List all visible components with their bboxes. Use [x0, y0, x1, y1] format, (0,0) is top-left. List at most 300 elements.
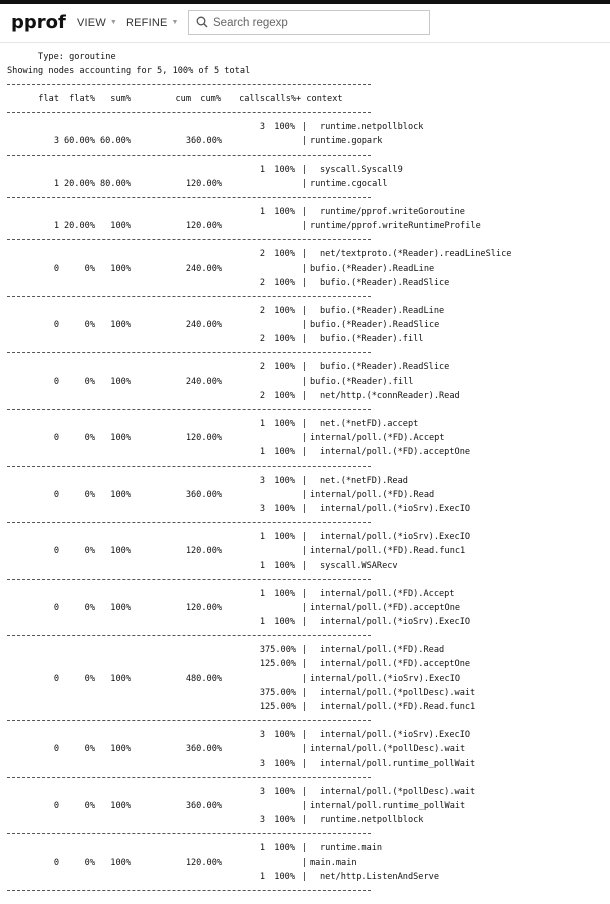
function-link[interactable]: internal/poll.(*ioSrv).ExecIO	[320, 503, 471, 514]
edge-calls-pct: 100%	[274, 815, 295, 826]
node-sum-pct: 100%	[110, 263, 131, 274]
caller-row	[7, 163, 607, 177]
node-flat-pct: 0%	[84, 263, 95, 274]
function-link[interactable]: bufio.(*Reader).fill	[320, 334, 424, 345]
edge-bar: |	[302, 645, 308, 656]
function-link[interactable]: net/http.(*connReader).Read	[320, 390, 460, 401]
edge-calls-pct: 100%	[274, 277, 295, 288]
callee-row	[7, 870, 607, 884]
node-cum-pct: 20.00%	[191, 546, 223, 557]
function-link[interactable]: net/http.ListenAndServe	[320, 871, 439, 882]
node-cum-pct: 20.00%	[191, 178, 223, 189]
callee-row	[7, 445, 607, 459]
node-row	[7, 544, 607, 558]
separator	[7, 106, 607, 120]
edge-bar: |	[302, 871, 308, 882]
node-cum: 3	[185, 744, 191, 755]
call-block	[7, 474, 607, 517]
node-function-link[interactable]: internal/poll.(*ioSrv).ExecIO	[310, 673, 461, 684]
node-flat: 0	[53, 489, 59, 500]
caller-row	[7, 530, 607, 544]
node-bar: |	[302, 602, 308, 613]
node-sum-pct: 100%	[110, 602, 131, 613]
edge-calls: 1	[259, 617, 265, 628]
call-block	[7, 417, 607, 460]
node-flat: 3	[53, 136, 59, 147]
header-flat-pct: flat%	[69, 94, 95, 104]
node-row	[7, 177, 607, 191]
call-block	[7, 360, 607, 403]
node-flat: 0	[53, 857, 59, 868]
call-block	[7, 205, 607, 233]
node-bar: |	[302, 376, 308, 387]
separator	[7, 827, 607, 841]
node-bar: |	[302, 178, 308, 189]
callee-row	[7, 276, 607, 290]
edge-calls: 1	[259, 588, 265, 599]
edge-calls-pct: 100%	[274, 475, 295, 486]
peek-report	[7, 50, 607, 898]
call-block	[7, 785, 607, 828]
edge-calls-pct: 100%	[274, 617, 295, 628]
node-cum: 2	[185, 320, 191, 331]
node-cum: 2	[185, 263, 191, 274]
call-block	[7, 120, 607, 148]
caller-row	[7, 205, 607, 219]
call-block	[7, 247, 607, 290]
node-function-link[interactable]: internal/poll.(*FD).Read	[310, 489, 435, 500]
caller-row	[7, 417, 607, 431]
node-sum-pct: 100%	[110, 433, 131, 444]
node-cum: 4	[185, 673, 191, 684]
node-function-link[interactable]: internal/poll.(*FD).Accept	[310, 433, 445, 444]
edge-calls-pct: 100%	[274, 758, 295, 769]
function-link[interactable]: internal/poll.(*FD).Read.func1	[320, 702, 476, 712]
node-sum-pct: 100%	[110, 800, 131, 811]
caller-row	[7, 841, 607, 855]
function-link[interactable]: internal/poll.(*ioSrv).ExecIO	[320, 730, 471, 741]
header-calls: calls	[239, 94, 265, 104]
call-block	[7, 163, 607, 191]
node-flat-pct: 0%	[84, 857, 95, 868]
chevron-down-icon: ▼	[171, 19, 179, 26]
node-function-link[interactable]: internal/poll.(*pollDesc).wait	[310, 744, 466, 755]
edge-bar: |	[302, 503, 308, 514]
node-function-link[interactable]: runtime.cgocall	[310, 178, 388, 189]
node-flat: 0	[53, 673, 59, 684]
function-link[interactable]: syscall.WSARecv	[320, 560, 398, 571]
report-summary: Showing nodes accounting for 5, 100% of 5 total	[7, 66, 251, 76]
node-function-link[interactable]: bufio.(*Reader).ReadSlice	[310, 320, 440, 331]
node-flat-pct: 0%	[84, 433, 95, 444]
call-block	[7, 643, 607, 714]
edge-calls: 2	[259, 362, 265, 373]
refine-menu-label: REFINE	[126, 17, 168, 29]
node-cum-pct: 60.00%	[191, 136, 223, 147]
separator	[7, 516, 607, 530]
node-flat: 0	[53, 800, 59, 811]
node-row	[7, 375, 607, 389]
edge-bar: |	[302, 447, 308, 458]
node-cum-pct: 60.00%	[191, 744, 223, 755]
node-cum: 1	[185, 602, 191, 613]
edge-calls-pct: 100%	[274, 560, 295, 571]
node-flat-pct: 0%	[84, 602, 95, 613]
call-block	[7, 841, 607, 884]
edge-calls: 3	[259, 503, 265, 514]
callee-row	[7, 502, 607, 516]
function-link[interactable]: syscall.Syscall9	[320, 164, 403, 175]
edge-calls-pct: 100%	[274, 532, 295, 543]
node-row	[7, 601, 607, 615]
function-link[interactable]: internal/poll.(*FD).acceptOne	[320, 659, 471, 670]
node-sum-pct: 60.00%	[99, 136, 131, 147]
edge-bar: |	[302, 249, 308, 260]
function-link[interactable]: internal/poll.(*pollDesc).wait	[320, 786, 476, 797]
node-flat: 0	[53, 546, 59, 557]
node-flat-pct: 60.00%	[63, 136, 95, 147]
callee-row	[7, 559, 607, 573]
header-flat: flat	[38, 94, 59, 104]
edge-calls: 1	[259, 419, 265, 429]
edge-calls-pct: 100%	[274, 206, 295, 217]
separator	[7, 403, 607, 417]
function-link[interactable]: internal/poll.(*FD).Read	[320, 645, 445, 656]
separator	[7, 290, 607, 304]
node-sum-pct: 100%	[110, 546, 131, 557]
edge-bar: |	[302, 786, 308, 797]
caller-row	[7, 247, 607, 261]
node-bar: |	[302, 433, 308, 444]
node-flat-pct: 0%	[84, 376, 95, 387]
node-sum-pct: 100%	[110, 673, 131, 684]
function-link[interactable]: internal/poll.(*FD).acceptOne	[320, 447, 471, 458]
node-flat-pct: 20.00%	[63, 221, 95, 232]
edge-bar: |	[302, 758, 308, 769]
header-context: + context	[296, 94, 343, 104]
edge-bar: |	[302, 475, 308, 486]
edge-calls: 3	[259, 786, 265, 797]
edge-calls-pct: 100%	[274, 164, 295, 175]
header-cum: cum	[175, 94, 191, 104]
separator	[7, 884, 607, 898]
node-flat: 0	[53, 744, 59, 755]
caller-row	[7, 657, 607, 671]
edge-bar: |	[302, 702, 308, 712]
node-flat: 1	[53, 221, 59, 232]
callee-row	[7, 332, 607, 346]
view-menu[interactable]	[77, 17, 117, 29]
edge-calls: 1	[259, 702, 265, 712]
edge-calls: 1	[259, 447, 265, 458]
node-flat-pct: 0%	[84, 546, 95, 557]
edge-calls-pct: 25.00%	[265, 702, 297, 712]
node-function-link[interactable]: runtime/pprof.writeRuntimeProfile	[310, 221, 481, 232]
callee-row	[7, 700, 607, 714]
separator	[7, 346, 607, 360]
edge-calls-pct: 100%	[274, 786, 295, 797]
report-type: Type: goroutine	[7, 52, 116, 62]
separator	[7, 573, 607, 587]
caller-row	[7, 728, 607, 742]
edge-calls: 3	[259, 758, 265, 769]
caller-row	[7, 120, 607, 134]
header-cum-pct: cum%	[200, 94, 221, 104]
top-bar	[0, 0, 610, 43]
edge-bar: |	[302, 560, 308, 571]
edge-calls-pct: 100%	[274, 419, 295, 429]
edge-calls: 3	[259, 122, 265, 133]
node-row	[7, 262, 607, 276]
function-link[interactable]: bufio.(*Reader).ReadSlice	[320, 362, 450, 373]
node-function-link[interactable]: internal/poll.(*FD).acceptOne	[310, 602, 461, 613]
separator	[7, 149, 607, 163]
node-sum-pct: 100%	[110, 320, 131, 331]
edge-calls-pct: 100%	[274, 447, 295, 458]
search-input[interactable]	[213, 13, 423, 32]
call-block	[7, 587, 607, 630]
edge-bar: |	[302, 588, 308, 599]
node-row	[7, 672, 607, 686]
edge-calls-pct: 100%	[274, 334, 295, 345]
edge-calls: 3	[259, 645, 265, 656]
node-sum-pct: 100%	[110, 489, 131, 500]
edge-calls-pct: 100%	[274, 390, 295, 401]
node-flat-pct: 20.00%	[63, 178, 95, 189]
edge-bar: |	[302, 206, 308, 217]
function-link[interactable]: internal/poll.runtime_pollWait	[320, 758, 476, 769]
node-sum-pct: 100%	[110, 376, 131, 387]
node-flat-pct: 0%	[84, 800, 95, 811]
edge-bar: |	[302, 390, 308, 401]
header-sum-pct: sum%	[110, 94, 131, 104]
search-box[interactable]	[188, 10, 430, 35]
node-bar: |	[302, 800, 308, 811]
function-link[interactable]: net.(*netFD).Read	[320, 475, 408, 486]
node-cum: 1	[185, 221, 191, 232]
function-link[interactable]: internal/poll.(*FD).Accept	[320, 588, 455, 599]
call-block	[7, 304, 607, 347]
node-sum-pct: 100%	[110, 857, 131, 868]
node-cum-pct: 80.00%	[191, 673, 223, 684]
node-bar: |	[302, 221, 308, 232]
node-row	[7, 856, 607, 870]
view-menu-label: VIEW	[77, 17, 106, 29]
node-cum-pct: 60.00%	[191, 800, 223, 811]
caller-row	[7, 643, 607, 657]
node-function-link[interactable]: internal/poll.(*FD).Read.func1	[310, 546, 466, 557]
node-cum: 1	[185, 546, 191, 557]
column-headers	[7, 92, 607, 106]
node-sum-pct: 100%	[110, 221, 131, 232]
edge-bar: |	[302, 532, 308, 543]
separator	[7, 629, 607, 643]
edge-bar: |	[302, 617, 308, 628]
function-link[interactable]: runtime/pprof.writeGoroutine	[320, 206, 465, 217]
node-row	[7, 431, 607, 445]
edge-calls-pct: 100%	[274, 305, 295, 316]
edge-calls: 1	[259, 659, 265, 670]
edge-bar: |	[302, 687, 308, 698]
pprof-logo[interactable]: pprof	[11, 12, 66, 33]
edge-bar: |	[302, 815, 308, 826]
edge-calls: 3	[259, 730, 265, 741]
node-row	[7, 799, 607, 813]
node-bar: |	[302, 263, 308, 274]
search-icon	[196, 16, 208, 28]
separator	[7, 771, 607, 785]
callee-row	[7, 686, 607, 700]
edge-calls-pct: 100%	[274, 871, 295, 882]
separator	[7, 460, 607, 474]
edge-calls-pct: 100%	[274, 843, 295, 854]
node-bar: |	[302, 673, 308, 684]
caller-row	[7, 785, 607, 799]
function-link[interactable]: runtime.main	[320, 843, 383, 854]
node-cum-pct: 60.00%	[191, 489, 223, 500]
node-bar: |	[302, 489, 308, 500]
node-cum-pct: 40.00%	[191, 320, 223, 331]
node-cum: 3	[185, 800, 191, 811]
node-flat: 0	[53, 433, 59, 444]
node-cum: 3	[185, 489, 191, 500]
caller-row	[7, 304, 607, 318]
node-sum-pct: 80.00%	[99, 178, 131, 189]
function-link[interactable]: internal/poll.(*ioSrv).ExecIO	[320, 617, 471, 628]
node-cum-pct: 40.00%	[191, 263, 223, 274]
callee-row	[7, 389, 607, 403]
function-link[interactable]: runtime.netpollblock	[320, 122, 424, 133]
node-function-link[interactable]: runtime.gopark	[310, 136, 383, 147]
node-function-link[interactable]: main.main	[310, 857, 357, 868]
function-link[interactable]: net/textproto.(*Reader).readLineSlice	[320, 249, 512, 260]
node-cum: 1	[185, 433, 191, 444]
node-row	[7, 318, 607, 332]
edge-calls-pct: 100%	[274, 730, 295, 741]
node-function-link[interactable]: internal/poll.runtime_pollWait	[310, 800, 466, 811]
node-bar: |	[302, 136, 308, 147]
node-bar: |	[302, 320, 308, 331]
node-bar: |	[302, 546, 308, 557]
edge-calls-pct: 100%	[274, 362, 295, 373]
edge-calls: 2	[259, 277, 265, 288]
edge-calls: 2	[259, 305, 265, 316]
node-cum: 2	[185, 376, 191, 387]
function-link[interactable]: runtime.netpollblock	[320, 815, 424, 826]
edge-calls: 1	[259, 532, 265, 543]
node-flat: 1	[53, 178, 59, 189]
node-flat: 0	[53, 320, 59, 331]
edge-calls: 3	[259, 687, 265, 698]
callee-row	[7, 615, 607, 629]
node-flat: 0	[53, 263, 59, 274]
edge-calls-pct: 100%	[274, 249, 295, 260]
node-flat-pct: 0%	[84, 673, 95, 684]
node-cum-pct: 40.00%	[191, 376, 223, 387]
node-flat-pct: 0%	[84, 744, 95, 755]
separator	[7, 191, 607, 205]
separator	[7, 714, 607, 728]
edge-calls: 1	[259, 843, 265, 854]
node-flat-pct: 0%	[84, 320, 95, 331]
edge-calls-pct: 100%	[274, 503, 295, 514]
edge-calls-pct: 100%	[274, 122, 295, 133]
edge-bar: |	[302, 659, 308, 670]
edge-calls-pct: 75.00%	[265, 687, 297, 698]
node-cum-pct: 20.00%	[191, 602, 223, 613]
node-cum-pct: 20.00%	[191, 857, 223, 868]
edge-bar: |	[302, 334, 308, 345]
call-block	[7, 530, 607, 573]
report-blocks	[7, 120, 607, 898]
function-link[interactable]: bufio.(*Reader).ReadSlice	[320, 277, 450, 288]
edge-bar: |	[302, 419, 308, 429]
edge-calls: 1	[259, 560, 265, 571]
edge-calls: 3	[259, 475, 265, 486]
edge-calls: 1	[259, 206, 265, 217]
node-cum: 1	[185, 178, 191, 189]
node-bar: |	[302, 857, 308, 868]
callee-row	[7, 813, 607, 827]
edge-bar: |	[302, 362, 308, 373]
caller-row	[7, 474, 607, 488]
caller-row	[7, 360, 607, 374]
function-link[interactable]: internal/poll.(*ioSrv).ExecIO	[320, 532, 471, 543]
refine-menu[interactable]	[126, 17, 179, 29]
edge-bar: |	[302, 164, 308, 175]
separator	[7, 78, 607, 92]
edge-calls: 1	[259, 164, 265, 175]
edge-bar: |	[302, 843, 308, 854]
node-sum-pct: 100%	[110, 744, 131, 755]
edge-bar: |	[302, 122, 308, 133]
separator	[7, 233, 607, 247]
edge-calls: 1	[259, 871, 265, 882]
callee-row	[7, 757, 607, 771]
chevron-down-icon: ▼	[109, 19, 118, 26]
node-cum: 1	[185, 857, 191, 868]
node-row	[7, 134, 607, 148]
node-row	[7, 488, 607, 502]
node-function-link[interactable]: bufio.(*Reader).ReadLine	[310, 263, 435, 274]
function-link[interactable]: net.(*netFD).accept	[320, 419, 419, 429]
edge-calls-pct: 75.00%	[265, 645, 297, 656]
header-calls-pct: calls%	[265, 94, 297, 104]
node-cum-pct: 20.00%	[191, 433, 223, 444]
node-flat-pct: 0%	[84, 489, 95, 500]
node-row	[7, 742, 607, 756]
function-link[interactable]: bufio.(*Reader).ReadLine	[320, 305, 445, 316]
caller-row	[7, 587, 607, 601]
function-link[interactable]: internal/poll.(*pollDesc).wait	[320, 687, 476, 698]
node-flat: 0	[53, 376, 59, 387]
edge-bar: |	[302, 305, 308, 316]
edge-bar: |	[302, 277, 308, 288]
node-bar: |	[302, 744, 308, 755]
edge-calls-pct: 25.00%	[265, 659, 297, 670]
edge-calls-pct: 100%	[274, 588, 295, 599]
node-row	[7, 219, 607, 233]
edge-calls: 2	[259, 390, 265, 401]
edge-calls: 2	[259, 334, 265, 345]
call-block	[7, 728, 607, 771]
edge-calls: 3	[259, 815, 265, 826]
node-function-link[interactable]: bufio.(*Reader).fill	[310, 376, 414, 387]
node-cum: 3	[185, 136, 191, 147]
edge-bar: |	[302, 730, 308, 741]
node-flat: 0	[53, 602, 59, 613]
node-cum-pct: 20.00%	[191, 221, 223, 232]
